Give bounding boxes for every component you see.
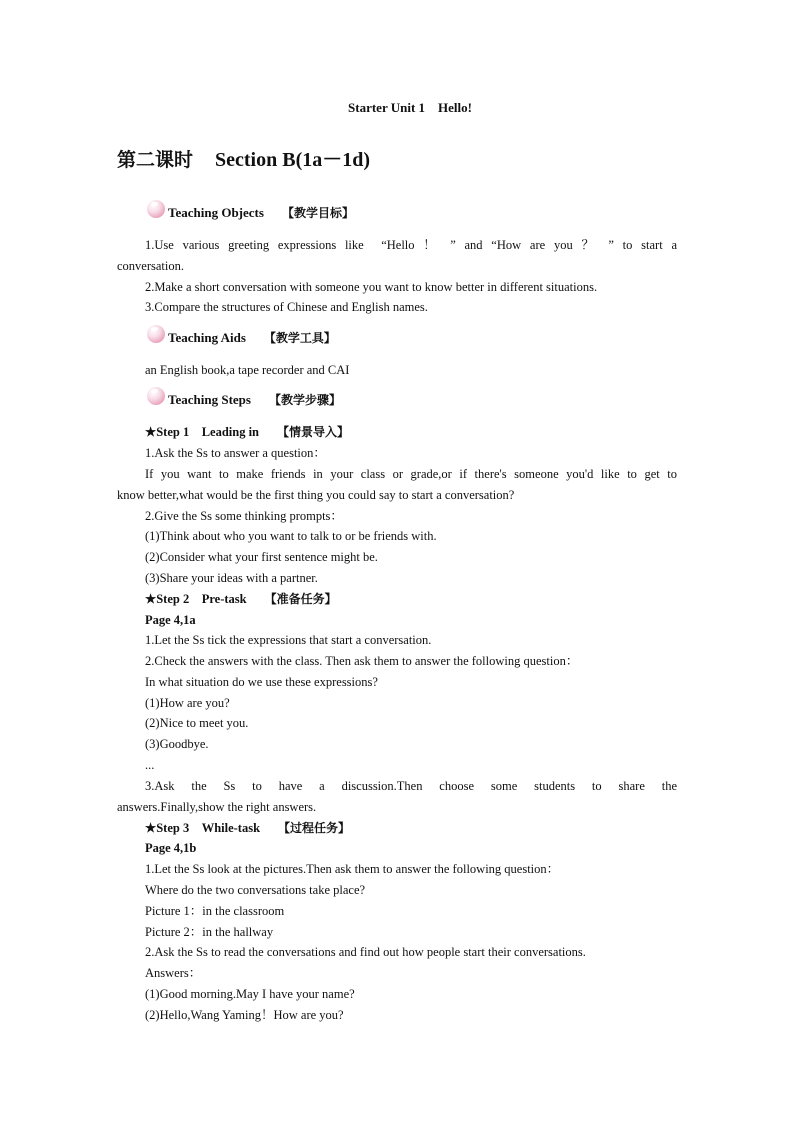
step1-heading [145,424,349,440]
document-title: Starter Unit 1 Hello! [348,100,472,115]
pink-bubble-icon [145,199,167,221]
step1-cn: 【情景导入】 [277,425,350,439]
objective-item-1-cont: conversation. [117,259,184,273]
step3-heading [145,820,350,836]
step3-line-7: (1)Good morning.May I have your name? [145,987,355,1001]
step2-line-4: (1)How are you? [145,696,230,710]
steps-heading-en: Teaching Steps [168,392,251,407]
step3-title: ★Step 3 While-task [145,821,261,835]
step3-line-4: Picture 2：in the hallway [145,925,274,939]
step2-cn: 【准备任务】 [264,592,337,606]
pink-bubble-icon [145,386,167,408]
step2-line-3: In what situation do we use these expressions? [145,675,378,689]
step2-line-5: (2)Nice to meet you. [145,716,249,730]
step2-line-1: 1.Let the Ss tick the expressions that start a conversation. [145,633,432,647]
steps-heading-cn: 【教学步骤】 [268,393,341,407]
step1-line-5: (2)Consider what your first sentence might be. [145,550,378,564]
step1-title: ★Step 1 Leading in [145,425,260,439]
steps-heading [145,386,341,408]
aids-heading [145,324,336,346]
step2-title: ★Step 2 Pre-task [145,592,247,606]
lesson-cn-label: 第二课时 [117,149,194,171]
step2-page: Page 4,1a [145,613,196,627]
step3-line-3: Picture 1：in the classroom [145,904,285,918]
step3-line-1: 1.Let the Ss look at the pictures.Then ask them to answer the following question： [145,862,560,876]
step2-heading [145,591,337,607]
step2-line-7: ... [145,758,155,772]
step2-line-2: 2.Check the answers with the class. Then ask them to answer the following question： [145,654,579,668]
step3-line-8: (2)Hello,Wang Yaming！How are you? [145,1008,344,1022]
step1-line-2: If you want to make friends in your class or grade,or if there's someone you'd like to get to [145,467,677,481]
step3-line-2: Where do the two conversations take place? [145,883,366,897]
lesson-section-label: Section B(1a－1d) [215,149,371,171]
step1-line-1: 1.Ask the Ss to answer a question： [145,446,326,460]
step3-line-6: Answers： [145,966,202,980]
step2-line-6: (3)Goodbye. [145,737,209,751]
step1-line-3: 2.Give the Ss some thinking prompts： [145,509,343,523]
objective-item-2: 2.Make a short conversation with someone you want to know better in different situations. [145,280,598,294]
aids-text: an English book,a tape recorder and CAI [145,363,350,377]
aids-heading-en: Teaching Aids [168,330,246,345]
objective-item-1: 1.Use various greeting expressions like “Hello ！ ” and “How are you ？ ” to start a [145,238,677,252]
step1-line-6: (3)Share your ideas with a partner. [145,571,318,585]
step1-line-4: (1)Think about who you want to talk to or be friends with. [145,529,437,543]
step2-line-8: 3.Ask the Ss to have a discussion.Then choose some students to share the [145,779,677,793]
step3-page: Page 4,1b [145,841,197,855]
pink-bubble-icon [145,324,167,346]
objectives-heading-en: Teaching Objects [168,205,264,220]
step2-line-8-cont: answers.Finally,show the right answers. [117,800,317,814]
objective-item-3: 3.Compare the structures of Chinese and English names. [145,300,428,314]
objectives-heading-cn: 【教学目标】 [281,206,354,220]
objectives-heading [145,199,354,221]
step3-line-5: 2.Ask the Ss to read the conversations and find out how people start their conversations. [145,945,586,959]
lesson-heading [117,143,370,172]
step1-line-2-cont: know better,what would be the first thing you could say to start a conversation? [117,488,515,502]
aids-heading-cn: 【教学工具】 [263,331,336,345]
step3-cn: 【过程任务】 [278,821,351,835]
